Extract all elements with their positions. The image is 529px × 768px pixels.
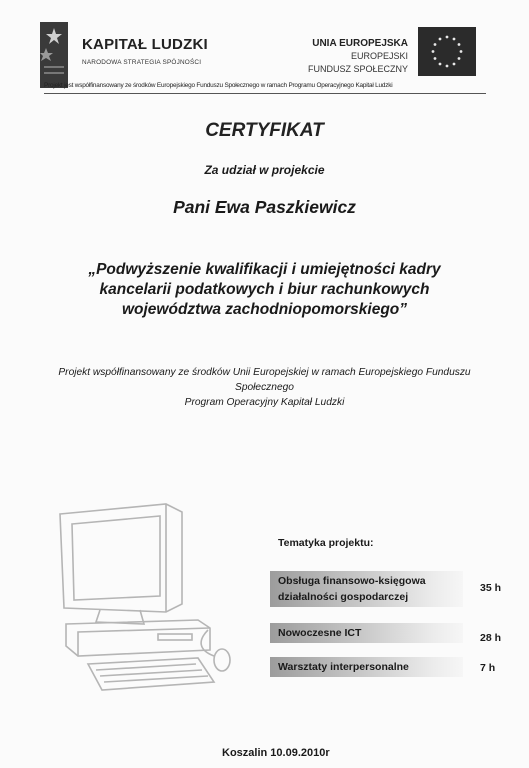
topic-label-line: działalności gospodarczej [278,591,409,603]
eu-flag-icon [418,27,476,76]
cofinancing-note: Projekt jest współfinansowany ze środków Europejskiego Funduszu Społecznego w ramach Programu Operacyjnego Kapitał Ludzki [44,82,393,89]
issue-date: Koszalin 10.09.2010r [222,747,330,759]
kapital-ludzki-logo-icon [40,22,68,88]
kapital-ludzki-title: KAPITAŁ LUDZKI [82,36,208,53]
eu-title: UNIA EUROPEJSKA [312,38,408,49]
eu-logo-text [300,37,408,76]
project-title [0,260,529,320]
project-title-line: kancelarii podatkowych i biur rachunkowych [99,281,430,298]
topic-label-line: Obsługa finansowo-księgowa [278,575,426,587]
eu-line-1: EUROPEJSKI [350,51,408,61]
topic-label-line: Nowoczesne ICT [278,627,362,639]
recipient-name: Pani Ewa Paszkiewicz [173,197,356,217]
topics-heading: Tematyka projektu: [278,537,374,549]
funding-line: Program Operacyjny Kapitał Ludzki [184,397,345,408]
topic-item-accounting [270,571,463,607]
topic-item-interpersonal [270,657,463,677]
project-title-line: województwa zachodniopomorskiego” [121,301,408,318]
certificate-title: CERTYFIKAT [205,120,324,141]
header-divider [44,93,486,94]
topic-label-line: Warsztaty interpersonalne [278,661,409,673]
kapital-ludzki-subtitle: NARODOWA STRATEGIA SPÓJNOŚCI [82,59,202,66]
topic-item-ict [270,623,463,643]
funding-statement [0,365,529,410]
funding-line: Społecznego [235,382,294,393]
eu-line-2: FUNDUSZ SPOŁECZNY [307,64,408,74]
topic-hours-accounting: 35 h [480,582,502,594]
project-title-line: „Podwyższenie kwalifikacji i umiejętności kadry [88,261,441,278]
funding-line: Projekt współfinansowany ze środków Unii Europejskiej w ramach Europejskiego Funduszu [58,367,471,378]
participation-text: Za udział w projekcie [204,163,325,177]
topic-hours-interpersonal: 7 h [480,662,496,674]
computer-illustration-icon [48,500,238,710]
topic-hours-ict: 28 h [480,632,502,644]
